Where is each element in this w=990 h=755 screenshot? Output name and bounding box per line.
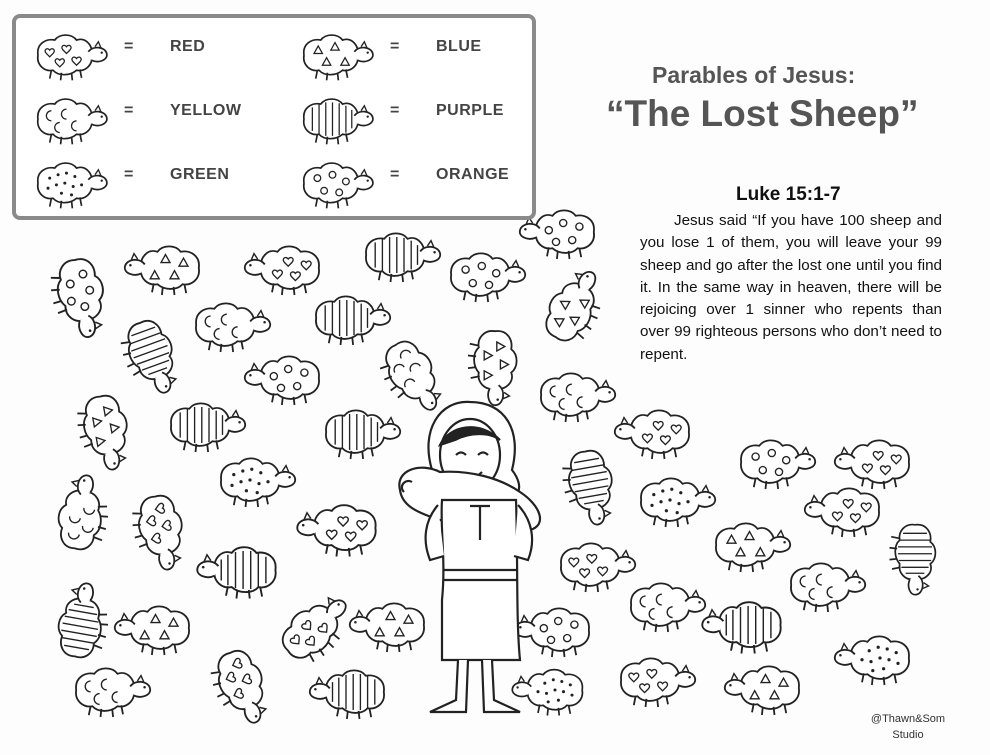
hearts-sheep-icon: [24, 30, 114, 82]
sheep: [128, 493, 189, 575]
sheep: [245, 356, 319, 405]
legend-color-name: PURPLE: [436, 102, 504, 119]
credit-line-2: Studio: [892, 729, 924, 741]
sheep: [171, 403, 245, 452]
sheep: [641, 478, 715, 527]
scripture-reference: Luke 15:1-7: [736, 184, 841, 205]
sheep: [558, 448, 619, 530]
sheep: [621, 658, 695, 707]
sheep: [197, 547, 275, 598]
sheep: [725, 666, 799, 715]
legend-color-name: ORANGE: [436, 166, 510, 183]
sheep: [326, 410, 400, 459]
legend-color-name: YELLOW: [170, 102, 242, 119]
sheep: [512, 670, 582, 716]
legend-color-name: RED: [170, 38, 206, 55]
sheep: [791, 563, 865, 612]
sheep: [805, 488, 879, 537]
sheep: [54, 472, 115, 554]
studio-credit: [866, 711, 950, 743]
sheep: [366, 233, 440, 282]
sheep: [451, 253, 525, 302]
sheep: [372, 334, 451, 423]
page-subtitle: Parables of Jesus:: [652, 62, 856, 88]
sheep: [73, 393, 134, 475]
sheep: [316, 296, 390, 345]
sheep: [350, 603, 424, 652]
page-title: “The Lost Sheep”: [606, 93, 919, 134]
sheep: [125, 246, 199, 295]
sheep: [245, 246, 319, 295]
legend-equals: =: [124, 166, 134, 183]
moons-sheep-icon: [24, 94, 114, 146]
sheep: [297, 505, 375, 556]
sheep: [468, 331, 517, 405]
sheep: [196, 303, 270, 352]
legend-equals: =: [124, 38, 134, 55]
dots-sheep-icon: [24, 158, 114, 210]
legend-row-yellow: [24, 94, 274, 134]
sheep: [310, 670, 384, 719]
legend-row-green: [24, 158, 274, 198]
legend-equals: =: [390, 102, 400, 119]
sheep: [205, 645, 276, 731]
sheep: [221, 458, 295, 507]
legend-row-red: [24, 30, 274, 70]
legend-equals: =: [124, 102, 134, 119]
sheep: [115, 606, 189, 655]
sheep: [890, 525, 936, 595]
sheep: [115, 315, 186, 401]
sheep: [835, 636, 909, 685]
legend-row-orange: [290, 158, 540, 198]
sheep: [515, 608, 589, 657]
legend-color-name: BLUE: [436, 38, 482, 55]
sheep: [76, 668, 150, 717]
shepherd-boy: [399, 402, 540, 712]
sheep: [274, 586, 362, 671]
triangles-sheep-icon: [290, 30, 380, 82]
sheep: [561, 543, 635, 592]
sheep: [54, 580, 115, 662]
sheep: [537, 262, 616, 351]
stripes-sheep-icon: [290, 94, 380, 146]
sheep: [741, 440, 815, 489]
credit-line-1: @Thawn&Som: [870, 713, 946, 725]
sheep: [47, 256, 111, 342]
color-key-legend: [12, 14, 536, 220]
scripture-passage: Jesus said “If you have 100 sheep and you lose 1 of them, you will leave your 99 sheep and go after the lost one until you find it. In the same way in heaven, there will be rejoicing over 1 sinner who repents than over 99 righteous persons who don’t need to repent.: [640, 212, 942, 363]
legend-row-purple: [290, 94, 540, 134]
legend-color-name: GREEN: [170, 166, 230, 183]
sheep: [615, 410, 689, 459]
legend-equals: =: [390, 38, 400, 55]
sheep: [702, 602, 780, 653]
legend-row-blue: [290, 30, 540, 70]
sheep: [541, 373, 615, 422]
sheep: [716, 523, 790, 572]
legend-equals: =: [390, 166, 400, 183]
sheep: [631, 583, 705, 632]
circles-sheep-icon: [290, 158, 380, 210]
sheep: [835, 440, 909, 489]
